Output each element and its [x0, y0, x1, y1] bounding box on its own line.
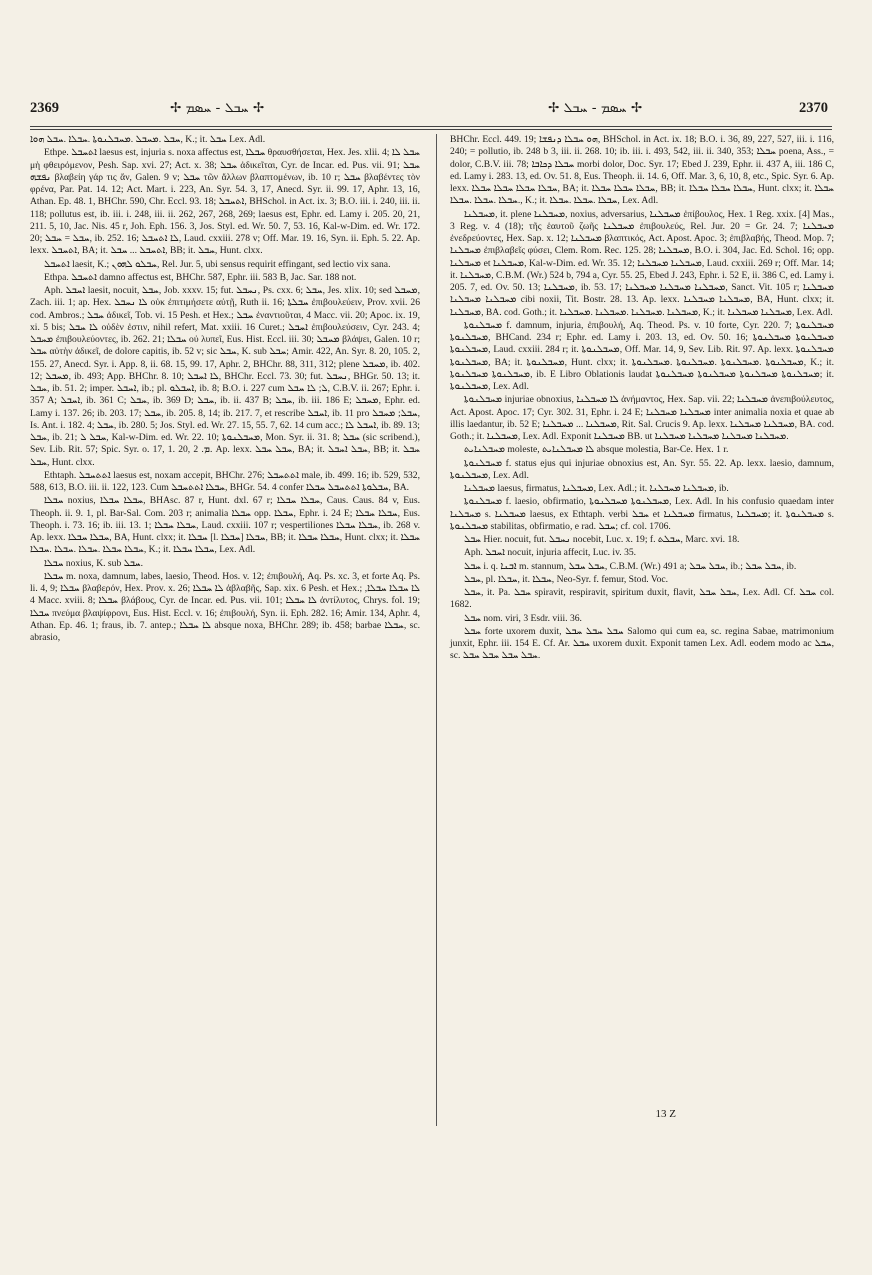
entry-paragraph: ܐܬܚܒܠ laesit, K.; ܚܒܠܘ ܠܗܘܢ, Rel. Jur. 5, ubi sensus requirit effingant, sed lectio vix sana. [44, 258, 391, 270]
right-page-number: 2370 [799, 100, 828, 116]
entry-paragraph: ܡܚܒܠܢܐܝܬ moleste, ܠܐ ܡܚܒܠܢܐܝܬ absque molestia, Bar-Ce. Hex. 1 r. [464, 444, 729, 456]
entry-paragraph: ܚܒܠܐ noxius, K. sub ܚܒܠ. [44, 557, 144, 569]
entry-paragraph: ܚܒܠ Hier. nocuit, fut. ܢܚܒܠ nocebit, Luc. x. 19; f. ܚܒܠܬ, Marc. xvi. 18. [464, 534, 740, 545]
page-header [0, 92, 872, 122]
entry-paragraph: ܚܒܠ nom. viri, 3 Esdr. viii. 36. [464, 612, 582, 624]
entry-paragraph: ܚܒܠ i. q. ܐܒܢܐ m. stannum, ܚܒܠ ܚܒܠ, C.B.M. (Wr.) 491 a; ܚܒܠ ܚܒܠ, ib.; ܚܒܠ ܚܒܠ, ib. [464, 560, 797, 572]
right-column [450, 134, 834, 664]
entry-paragraph: Ethtaph. ܐܬܬܚܒܠ laesus est, noxam accepit, BHChr. 276; ܐܬܬܚܒܠ male, ib. 499. 16; ib. 529, 532, 588, 613, B.O. iii. ii. 122, 123. Cum ܚܒܠܐ ܐܬܬܚܒܠ, BHGr. 54. 4 confer ܚܒܠܘܬܐ ܐܬܬܚܒܠ ܚܒܠܐ, BA. [30, 469, 420, 493]
entry-paragraph: Ethpe. ܐܬܚܒܠ laesus est, injuria s. noxa affectus est, ܚܒܠܐ θραυσθήσεται, Hex. Jes. xlii. 4; ܚܒܠ ܠܐ μὴ φθειρόμενον, Pesh. Sap. xvi. 27; Act. x. 38; ܚܒܠ ἀδικεῖται, Cyr. de Incar. ed. Pus. vii. 91; ܚܒܠ ܢܦܫܗ βλαβείη γάρ τις ἄν, Galen. 9 v; ܚܒܠ τῶν ἄλλων βλαπτομένων, ib. 10 r; ܚܒܠ βλαβέντες τὸν φρένα, Par. Pat. 14. 12; Act. Mart. i. 223, An. Syr. 54. 3, 17, Anecd. Syr. ii. 99. 17, Aphr. 13, 16, Athan. Ep. 48. 1, BHChr. 590, Chr. Eccl. 93. 18; ܐܬܚܒܠ, BHSchol. in Act. ix. 3; B.O. iii. i. 240, iii. ii. 118; pollutus est, ib. iii. i. 248, iii. ii. 262, 267, 268, 269; laesus est, Ephr. ed. Lamy i. 205. 20, 21, 211. 5, 10, Jac. Nis. 45 r, Joh. Eph. 156. 3, Jos. Styl. ed. Wr. 50. 7, 53. 16, Kal-w-Dim. ed. Wr. 172. 20; ܚܒܠ = ܚܒܠ, ib. 252. 16; ܠܐ ܐܬܚܒܠ, Laud. cxxiii. 278 v; Off. Mar. 19. 16, Syn. ii. Eph. 5. 22. Ap. lexx. ܐܬܚܒܠ, BA; it. ܐܬܚܒܠ ... ܚܒܠ, BB; it. ܚܒܠ, Hunt. clxx. [30, 147, 420, 257]
signature-mark: 13 Z [655, 1108, 676, 1120]
right-running-title: ✢ ܚܣܡ - ܚܒܠ ✢ [548, 100, 643, 116]
entry-paragraph: ܡܚܒܠܢܘܬܐ injuriae obnoxius, ܠܐ ܡܚܒܠܢܐ ἀνήμαντος, Hex. Sap. vii. 22; ܡܚܒܠܢܐ ἀνεπιβούλευτος, Act. Apost. Apoc. 17; Cyr. 302. 31, Ephr. i. 24 E; ܡܚܒܠܢܐ ܡܚܒܠܢܐ inter animalia noxia et quae ab illis laedantur, ib. 52 E; ܡܚܒܠܢܐ ... ܡܚܒܠܢܐ, Rit. Sal. Crucis 9. Ap. lexx. ܡܚܒܠܢܐ ܡܚܒܠܢܐ, BA. cod. Goth.; it. ܡܚܒܠܢܐ, Lex. Adl. Exponit ܡܚܒܠܢܐ BB. ut ܡܚܒܠܢܐ ܡܚܒܠܢܐ ܡܚܒܠܢܐ ܡܚܒܠܢܐ. [450, 394, 835, 442]
entry-paragraph: ܡܚܒܠܢܐ laesus, firmatus, ܡܚܒܠܢܐ, Lex. Adl.; it. ܡܚܒܠܢܐ ܡܚܒܠܢܐ, ib. [464, 483, 729, 494]
header-rule [30, 126, 832, 127]
entry-paragraph: ܡܚܒܠܢܐ, it. plene ܡܚܒܠܢܐ, noxius, adversarius, ܡܚܒܠܢܐ ἐπίβουλος, Hex. 1 Reg. xxix. [4] Mas., 3 Reg. v. 4 (18); τῆς ἑαυτοῦ ζωῆς ܡܚܒܠܢܐ ἐπιβουλεύς, Rel. Jur. 20 = Gr. 24. 7; ܡܚܒܠܢܐ ἐνεδρεύοντες, Hex. Sap. x. 12; ܡܚܒܠܢܐ βλαπτικός, Act. Apost. Apoc. 3; ἐπιβλαβής, Theod. Mop. 7; ܡܚܒܠܢܐ ἐπιβλαβεῖς φύσει, Clem. Rom. Rec. 125. 28; ܡܚܒܠܢܐ, B.O. i. 304, Jac. Ed. Schol. 16; opp. ܡܚܒܠܢܐ et ܡܚܒܠܢܐ, Kal-w-Dim. ed. Wr. 35. 12; ܡܚܒܠܢܐ ܡܚܒܠܢܐ, Laud. cxxiii. 269 r; Off. Mar. 14; it. ܡܚܒܠܢܐ, C.B.M. (Wr.) 524 b, 794 a, Cyr. 55. 25, Ebed J. 243, Ephr. i. 52 E, ii. 386 C, ed. Lamy i. 205. 7, ed. Ov. 50. 13; ܡܚܒܠܢܐ, ib. 53. 17; ܡܚܒܠܢܐ ܡܚܒܠܢܐ ܡܚܒܠܢܐ, Sanct. Vit. 105 r; ܡܚܒܠܢܐ ܡܚܒܠܢܐ ܡܚܒܠܢܐ cibi noxii, Tit. Bostr. 28. 13. Ap. lexx. ܡܚܒܠܢܐ ܡܚܒܠܢܐ, BA, Hunt. clxx; it. ܡܚܒܠܢܐ, BA. cod. Goth.; it. ܡܚܒܠܢܐ .ܡܚܒܠܢܐ .ܡܚܒܠܢܐ .ܡܚܒܠܢܐ, K.; it. ܡܚܒܠܢܐ ܡܚܒܠܢܐ, Lex. Adl. [450, 208, 834, 318]
entry-paragraph: ܚܒܠ, it. Pa. ܚܒܠ spiravit, respiravit, spiritum duxit, flavit, ܚܒܠ ܚܒܠ, Lex. Adl. Cf. ܚܒܠ col. 1682. [450, 587, 834, 611]
entry-paragraph: ܡܚܒܠܢܘܬܐ f. status ejus qui injuriae obnoxius est, An. Syr. 55. 22. Ap. lexx. laesio, damnum, ܡܚܒܠܢܘܬܐ, Lex. Adl. [450, 457, 834, 481]
left-page-number: 2369 [30, 100, 59, 116]
left-column [30, 134, 420, 645]
entry-paragraph: ܚܒܠ .ܡܚܒܠ .ܡܚܒܠܢܘܬܐ .ܚܒܠܐ .ܚܒܠ ܗܘܐ, K.; it. ܚܒܠ Lex. Adl. [30, 134, 266, 145]
entry-paragraph: Ethpa. ܐܬܚܒܠ damno affectus est, BHChr. 587, Ephr. iii. 583 B, Jac. Sar. 188 not. [44, 271, 357, 283]
entry-paragraph: BHChr. Eccl. 449. 19; ܗܘ ܚܒܠܐ ܕܢܦܫܐ, BHSchol. in Act. ix. 18; B.O. i. 36, 89, 227, 527, iii. i. 116, 240; = pollutio, ib. 248 b 3, iii. ii. 268. 10; ib. iii. i. 493, 542, iii. ii. 340, 353; ܚܒܠܐ poena, Ass., = dolor, C.B.V. iii. 78; ܚܒܠܐ ܕܟܐܒܐ morbi dolor, Doc. Syr. 17; Ebed J. 239, Ephr. ii. 437 A, iii. 186 C, ed. Lamy i. 283. 13, ed. Ov. 51. 8, Eus. Theoph. ii. 14. 6, Off. Mar. 3, 6, 10, 8, etc., Spic. Syr. 6. Ap. lexx. ܚܒܠܐ ܚܒܠܐ ܚܒܠܐ ܚܒܠܐ, BA; it. ܚܒܠܐ ܚܒܠܐ ܚܒܠܐ, BB; it. ܚܒܠܐ ܚܒܠܐ ܚܒܠܐ, Hunt. clxx; it. ܚܒܠܐ .ܚܒܠܐ .ܚܒܠܐ .ܚܒܠܐ, K.; it. ܚܒܠܐ .ܚܒܠܐ .ܚܒܠܐ, Lex. Adl. [450, 134, 834, 207]
entry-paragraph: ܚܒܠ forte uxorem duxit, ܚܒܠ ܚܒܠ ܚܒܠ Salomo qui cum ea, sc. regina Sabae, matrimonium junxit, Ephr. iii. 154 E. Cf. Ar. ܚܒܠ uxorem duxit. Exponit tamen Lex. Adl. eodem modo ac ܚܒܠ, sc. ܚܒܠ ܚܒܠ ܚܒܠ ܚܒܠ. [450, 625, 835, 662]
entry-paragraph: Aph. ܐܚܒܠ laesit, nocuit, ܚܒܠ, Job. xxxv. 15; fut. ܢܚܒܠ, Ps. cxx. 6; ܚܒܠ, Jes. xlix. 10; sed ܡܚܒܠ, Zach. iii. 1; ap. Hex. ܠܐ ܢܚܒܠ οὐκ ἐπιτιμήσετε αὐτῇ, Ruth ii. 16; ܚܒܠܬܐ ἐπιβουλεύειν, Prov. xvii. 26 cod. Ambros.; ܚܒܠ ἀδικεῖ, Tob. vi. 15 Pesh. et Hex.; ܚܒܠ ἐναντιοῦται, 4 Macc. vii. 20; Apoc. ix. 19, xi. 5 bis; ܠܐ ܚܒܠ οὐδὲν ἐστιν, nihil refert, Mat. xxiii. 16 Curet.; ܐܚܒܠ ἐπιβουλεύσειν, Cyr. 243. 4; ܡܚܒܠ ἐπιβουλεύοντες, ib. 262. 21; ܚܒܠܐ οὐ λυπεῖ, Eus. Hist. Eccl. iii. 30; ܡܚܒܠ βλάψει, Galen. 10 r; ܚܒܠ αὐτὴν ἀδικεῖ, de dolore capitis, ib. 52 v; sic ܚܒܠ, K. sub ܚܒܠ; Amir. 422, An. Syr. 8. 20, 105. 2, 155. 27, Anecd. Syr. i. App. 8, ii. 68. 15, 99. 17, Aphr. 2, BHChr. 88, 311, 312; plene ܡܚܒܠ, ib. 402. 12; ܡܚܒܠ, ib. 493; App. BHChr. 8. 10; ܠܐ ܐܚܒܠ, BHChr. Eccl. 73. 30; fut. ܢܚܒܠ, BHGr. 50. 13; it. ܚܒܠ, ib. 51. 2; imper. ܐܚܒܠ, ib.; pl. ܐܚܒܠܘ, ib. 8; B.O. i. 227 cum ܠ; ܠܐ ܚܒܠ, C.B.V. ii. 267; Ephr. i. 357 A; ܐܚܒܠ, ib. 361 C; ܚܒܠ, ib. 369 D; ܚܒܠ, ib. ii. 437 B; ܚܒܠ, ib. iii. 186 E; ܡܚܒܠ, Ephr. ed. Lamy i. 137. 26; ib. 203. 17; ܚܒܠ, ib. 205. 8, 14; ib. 217. 7, et rescribe ܐܚܒܠ, ib. 11 pro ܚܒܠ; ܡܚܒܠ, Is. Ant. i. 182. 4; ܚܒܠ, ib. 280. 5; Jos. Styl. ed. Wr. 27. 15, 55. 7, 62. 14 cum acc.; ܐܚܒܠ ܠܐ, ib. 89. 13; ܚܒܠ, ib. 21; ܚܒܠ ܠ, Kal-w-Dim. ed. Wr. 22. 10; ܡܚܒܠܢܘܬܐ, Mon. Syr. ii. 31. 8; ܚܒܠ (sic scribend.), Sev. Lib. Rit. 57; Spic. Syr. o. 17, 1. 20, ܡ. 2. Ap. lexx. ܚܒܠ ܚܒܠ, BA; it. ܚܒܠ ܐܚܒܠ, BB; it. ܚܒܠ ܚܒܠ, Hunt. clxx. [30, 285, 421, 468]
header-rule-double [30, 129, 832, 130]
entry-paragraph: ܚܒܠܐ m. noxa, damnum, labes, laesio, Theod. Hos. v. 12; ἐπιβουλή, Aq. Ps. xc. 3, et forte Aq. Ps. li. 4, 9; ܚܒܠܐ βλαβερόν, Hex. Prov. x. 26; ܠܐ ܚܒܠܐ ἀβλαβῆς, Sap. xix. 6 Pesh. et Hex.; ܠܐ ܚܒܠܐ ܚܒܠܐ, 4 Macc. xviii. 8; ܚܒܠܐ βλάβους, Cyr. de Incar. ed. Pus. vii. 101; ܠܐ ܚܒܠܐ ἀντίλυτος, Chrys. fol. 19; ܚܒܠܐ πνεύμα βλαψίφρονι, Eus. Hist. Eccl. v. 16; ἐπιβουλή, Syn. ii. Eph. 282. 16; Amir. 134, Aphr. 4, Athan. Ep. 46. 1; fraus, ib. 7. antep.; ܠܐ ܚܒܠܐ absque noxa, BHChr. 289; ib. 458; barbae ܚܒܠܐ, sc. abrasio, [30, 570, 420, 643]
entry-paragraph: ܚܒܠܐ noxius, ܚܒܠܐ ܚܒܠܐ, BHAsc. 87 r, Hunt. dxl. 67 r; ܚܒܠܐ ܚܒܠܐ, Caus. Caus. 84 v, Eus. Theoph. ii. 9. 1, pl. Bar-Sal. Com. 203 r; animalia ܚܒܠܐ opp. ܚܒܠܐ, Ephr. i. 24 E; ܚܒܠܐ ܚܒܠܐ, Eus. Theoph. i. 73. 16; ib. iii. 13. 1; ܚܒܠܐ ܚܒܠܐ, Laud. cxxiii. 107 r; vespertiliones ܚܒܠܐ ܚܒܠܐ, ib. 268 v. Ap. lexx. ܚܒܠܐ ܚܒܠܐ, BA, Hunt. clxx; it. ܚܒܠܐ [l. ܚܒܠܐ] ܚܒܠܐ, BB; it. ܚܒܠܐ ܚܒܠܐ, Hunt. clxx; it. ܚܒܠܐ ܚܒܠܐ ܚܒܠܐ .ܚܒܠܐ .ܚܒܠܐ .ܚܒܠܐ, K.; it. ܚܒܠܐ ܚܒܠܐ, Lex. Adl. [30, 495, 421, 556]
entry-paragraph: ܡܚܒܠܢܘܬܐ f. damnum, injuria, ἐπιβουλή, Aq. Theod. Ps. v. 10 forte, Cyr. 220. 7; ܡܚܒܠܢܘܬܐ ܡܚܒܠܢܘܬܐ, BHCand. 234 r; Ephr. ed. Lamy i. 203. 13, ed. Ov. 50. 16; ܡܚܒܠܢܘܬܐ ܡܚܒܠܢܘܬܐ ܡܚܒܠܢܘܬܐ, Laud. cxxiii. 284 r; it. ܡܚܒܠܢܘܬܐ, Off. Mar. 14, 9, Sev. Lib. Rit. 97. Ap. lexx. ܡܚܒܠܢܘܬܐ ܡܚܒܠܢܘܬܐ, BA; it. ܡܚܒܠܢܘܬܐ, Hunt. clxx; it. ܡܚܒܠܢܘܬܐ .ܡܚܒܠܢܘܬܐ .ܡܚܒܠܢܘܬܐ .ܡܚܒܠܢܘܬܐ, K.; it. ܡܚܒܠܢܘܬܐ ܡܚܒܠܢܘܬܐ, ib. E Libro Oblationis laudat ܡܚܒܠܢܘܬܐ ܡܚܒܠܢܘܬܐ ܡܚܒܠܢܘܬܐ ܡܚܒܠܢܘܬܐ; it. ܡܚܒܠܢܘܬܐ, Lex. Adl. [450, 319, 834, 392]
entry-paragraph: Aph. ܐܚܒܠ nocuit, injuria affecit, Luc. iv. 35. [464, 547, 637, 559]
column-divider [436, 134, 437, 1126]
entry-paragraph: ܚܒܠ, pl. ܚܒܠܐ, it. ܚܒܠܐ, Neo-Syr. f. femur, Stod. Voc. [464, 573, 669, 585]
entry-paragraph: ܡܚܒܠܢܘܬܐ f. laesio, obfirmatio, ܡܚܒܠܢܘܬܐ ܡܚܒܠܢܘܬܐ, Lex. Adl. In his confusio quaedam inter ܡܚܒܠܢܐ s. ܡܚܒܠܢܐ laesus, ex Ethtaph. verbi ܚܒܠ et ܡܚܒܠܢܐ firmatus, ܡܚܒܠܢܐ; it. ܡܚܒܠܢܘܬܐ s. ܡܚܒܠܢܘܬܐ stabilitas, obfirmatio, e rad. ܚܒܠ; cf. col. 1706. [450, 496, 835, 532]
left-running-title: ✢ ܚܒܠ - ܚܣܡ ✢ [170, 100, 265, 116]
